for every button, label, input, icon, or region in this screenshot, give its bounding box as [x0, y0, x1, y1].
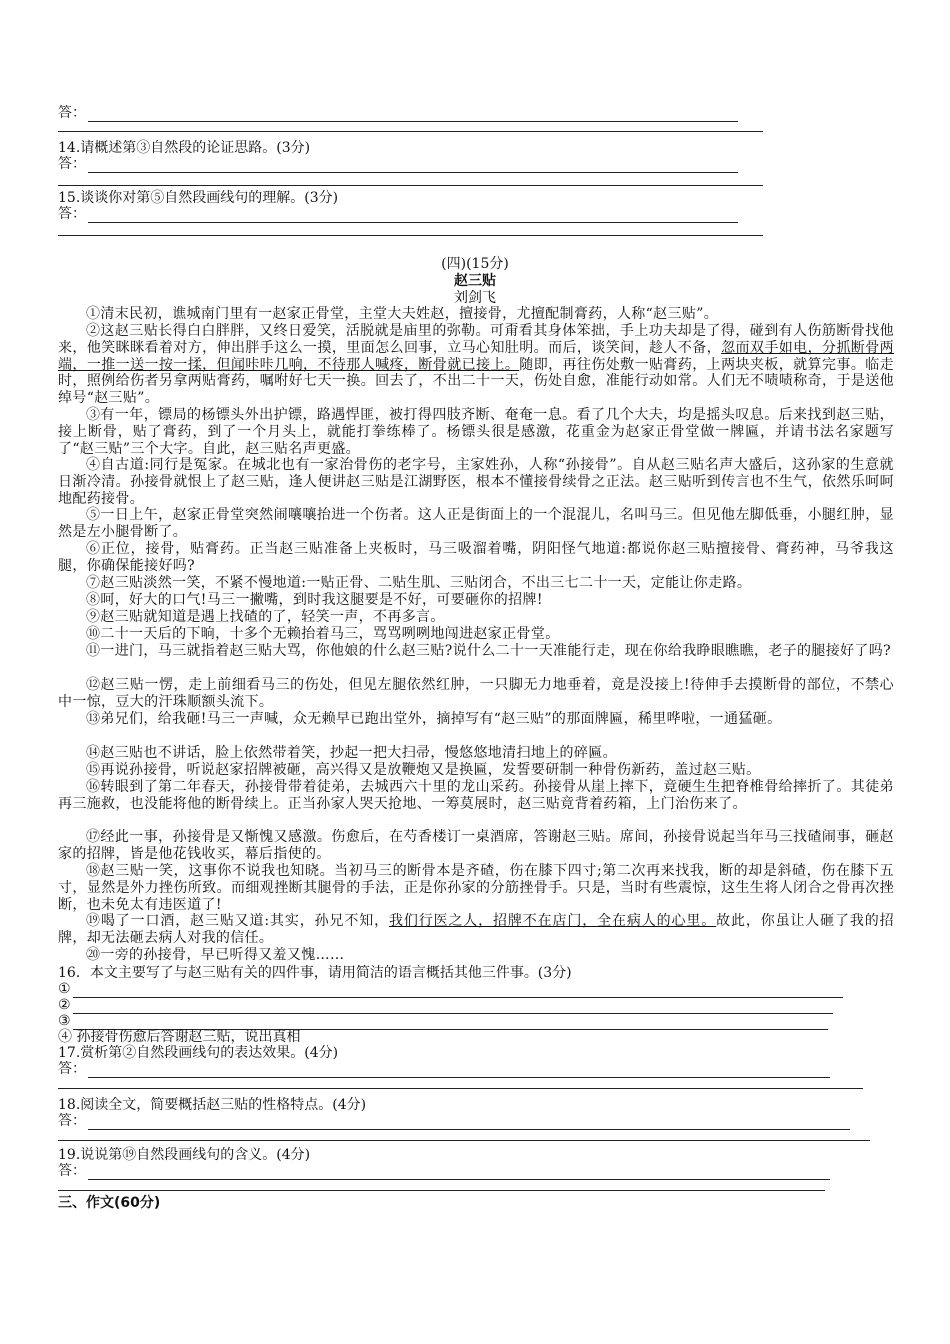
answer-line-q15 — [58, 205, 738, 223]
paragraph-2-text-a: ②这赵三贴长得白白胖胖，又终日爱笑，活脱就是庙里的弥勒。可甭看其身体笨拙，手上功夫却是了得，碰到有人伤筋断骨找他来，他笑眯眯看着对方，伸出胖手这么一摸，里面怎么回事，立马心知肚明。而后，谈笑间，趁人不备， — [58, 323, 894, 356]
q16-item-label: ① — [58, 981, 71, 997]
paragraph-5: ⑤一日上午，赵家正骨堂突然闹嚷嚷抬进一个伤者。这人正是街面上的一个混混儿，名叫马三。但见他左脚低垂，小腿红肿，显然是左小腿骨断了。 — [58, 507, 894, 540]
answer-label: 答： — [58, 156, 86, 172]
underlined-sentence-p2: 忽而双手如电，分抓断骨两端，一推一送一按一揉，但闻咔咔几响，不待那人喊疼，断骨就已接上。 — [58, 339, 894, 373]
answer-line-q14 — [58, 155, 738, 173]
answer-label: 答： — [58, 1061, 86, 1077]
paragraph-3: ③有一年，镖局的杨镖头外出护镖，路遇悍匪，被打得四肢齐断、奄奄一息。看了几个大夫，均是摇头叹息。后来找到赵三贴，接上断骨，贴了膏药，到了一个月头上，就能打拳练棒了。杨镖头很是感激，花重金为赵家正骨堂做一牌匾，并请书法名家题写了“赵三贴”三个大字。自此，赵三贴名声更盛。 — [58, 407, 894, 457]
answer-rule[interactable] — [88, 209, 738, 223]
paragraph-11: ⑪一进门，马三就指着赵三贴大骂，你他娘的什么赵三贴?说什么二十一天准能行走，现在你给我睁眼瞧瞧，老子的腿接好了吗? — [86, 643, 891, 659]
answer-label: 答： — [58, 206, 86, 222]
paragraph-19-text-a: ⑲喝了一口酒，赵三贴又道:其实，孙兄不知， — [86, 913, 389, 929]
paragraph-10: ⑩二十一天后的下晌，十多个无赖抬着马三，骂骂咧咧地闯进赵家正骨堂。 — [86, 626, 560, 642]
paragraph-19 — [58, 913, 894, 947]
paragraph-17: ⑰经此一事，孙接骨是又惭愧又感激。伤愈后，在芍香楼订一桌酒席，答谢赵三贴。席间，孙接骨说起当年马三找碴闹事，砸赵家的招牌，皆是他花钱收买，幕后指使的。 — [58, 829, 894, 862]
answer-rule[interactable] — [88, 159, 738, 173]
answer-label: 答： — [58, 1163, 86, 1179]
answer-line-q17 — [58, 1060, 830, 1078]
paragraph-16: ⑯转眼到了第二年春天，孙接骨带着徒弟，去城西六十里的龙山采药。孙接骨从崖上摔下，竟硬生生把脊椎骨给摔折了。其徒弟再三施救，也没能将他的断骨续上。正当孙家人哭天抢地、一筹莫展时，赵三贴竟背着药箱，上门治伤来了。 — [58, 779, 894, 812]
q16-item-4: ④ 孙接骨伤愈后答谢赵三贴，说出真相 — [58, 1029, 301, 1045]
answer-rule-extra[interactable] — [58, 1140, 870, 1141]
paragraph-20: ⑳一旁的孙接骨，早已听得又羞又愧…… — [86, 947, 345, 963]
question-16: 16．本文主要写了与赵三贴有关的四件事，请用简洁的语言概括其他三件事。(3分) — [58, 965, 572, 981]
answer-label: 答： — [58, 1113, 86, 1129]
answer-rule-extra[interactable] — [58, 1190, 825, 1191]
answer-rule-extra[interactable] — [58, 1088, 863, 1089]
paragraph-2 — [58, 323, 894, 407]
article-title: 赵三贴 — [454, 273, 496, 289]
paragraph-6: ⑥正位，接骨，贴膏药。正当赵三贴准备上夹板时，马三吸溜着嘴，阴阳怪气地道:都说你赵三贴擅接骨、膏药神，马爷我这腿，你确保能接好吗? — [58, 541, 894, 574]
paragraph-2-text-b: 随即，再往伤处敷一贴膏药，上两块夹板，就算完事。临走时，照例给伤者另拿两贴膏药，嘱咐好七天一换。回去了，不出二十一天，伤处自愈，准能行动如常。人们无不啧啧称奇，于是送他绰号“赵三贴”。 — [58, 356, 894, 407]
paragraph-15: ⑮再说孙接骨，听说赵家招牌被砸，高兴得又是放鞭炮又是换匾，发誓要研制一种骨伤新药，盖过赵三贴。 — [86, 762, 761, 778]
underlined-sentence-p19: 我们行医之人，招牌不在店门，全在病人的心里。 — [388, 913, 717, 929]
answer-rule-extra[interactable] — [58, 235, 763, 236]
question-15: 15.谈谈你对第⑤自然段画线句的理解。(3分) — [58, 190, 339, 206]
paragraph-19-text-b: 故此，你虽让人砸了我的招牌，却无法砸去病人对我的信任。 — [58, 913, 895, 946]
paragraph-1: ①清末民初，谯城南门里有一赵家正骨堂，主堂大夫姓赵，擅接骨，尤擅配制膏药，人称“赵三贴”。 — [86, 306, 719, 322]
answer-line-q19 — [58, 1162, 830, 1180]
question-14: 14.请概述第③自然段的论证思路。(3分) — [58, 140, 311, 156]
paragraph-9: ⑨赵三贴就知道是遇上找碴的了，轻笑一声，不再多言。 — [86, 609, 445, 625]
article-author: 刘剑飞 — [454, 290, 496, 306]
answer-rule[interactable] — [88, 1166, 830, 1180]
paragraph-7: ⑦赵三贴淡然一笑，不紧不慢地道:一贴正骨、二贴生肌、三贴闭合，不出三七二十一天，定能让你走路。 — [86, 575, 752, 591]
question-19: 19.说说第⑲自然段画线句的含义。(4分) — [58, 1147, 311, 1163]
answer-rule[interactable] — [88, 108, 738, 122]
question-18: 18.阅读全文，简要概括赵三贴的性格特点。(4分) — [58, 1097, 367, 1113]
section-header: (四)(15分) — [441, 256, 509, 272]
answer-rule-extra[interactable] — [58, 185, 763, 186]
answer-rule-extra[interactable] — [58, 131, 763, 132]
answer-line-q18 — [58, 1112, 850, 1130]
paragraph-14: ⑭赵三贴也不讲话，脸上依然带着笑，抄起一把大扫帚，慢悠悠地清扫地上的碎匾。 — [86, 745, 617, 761]
paragraph-12: ⑫赵三贴一愣，走上前细看马三的伤处，但见左腿依然红肿，一只脚无力地垂着，竟是没接上!待伸手去摸断骨的部位，不禁心中一惊，豆大的汗珠顺额头流下。 — [58, 677, 894, 710]
answer-line-q13 — [58, 104, 738, 122]
question-17: 17.赏析第②自然段画线句的表达效果。(4分) — [58, 1045, 339, 1061]
answer-label: 答： — [58, 105, 86, 121]
paragraph-8: ⑧呵，好大的口气!马三一撇嘴，到时我这腿要是不好，可要砸你的招牌! — [86, 592, 543, 608]
paragraph-13: ⑬弟兄们，给我砸!马三一声喊，众无赖早已跑出堂外，摘掉写有“赵三贴”的那面牌匾，稀里哗啦，一通猛砸。 — [86, 711, 782, 727]
q16-item-label: ③ — [58, 1013, 71, 1029]
section-3-heading: 三、作文(60分) — [58, 1195, 161, 1211]
paragraph-4: ④自古道:同行是冤家。在城北也有一家治骨伤的老字号，主家姓孙，人称“孙接骨”。自从赵三贴名声大盛后，这孙家的生意就日渐冷清。孙接骨就恨上了赵三贴，逢人便讲赵三贴是江湖野医，根本不懂接骨续骨之正法。赵三贴听到传言也不生气，依然乐呵呵地配药接骨。 — [58, 457, 894, 507]
answer-rule[interactable] — [88, 1116, 850, 1130]
q16-item-label: ② — [58, 997, 71, 1013]
answer-rule[interactable] — [88, 1064, 830, 1078]
paragraph-18: ⑱赵三贴一笑，这事你不说我也知晓。当初马三的断骨本是齐碴，伤在膝下四寸;第二次再来找我，断的却是斜碴，伤在膝下五寸，显然是外力挫伤所致。而细观挫断其腿骨的手法，正是你孙家的分筋挫骨手。只是，当时有些震惊，这生生将人闭合之骨再次挫断，也未免太有违医道了! — [58, 863, 894, 913]
